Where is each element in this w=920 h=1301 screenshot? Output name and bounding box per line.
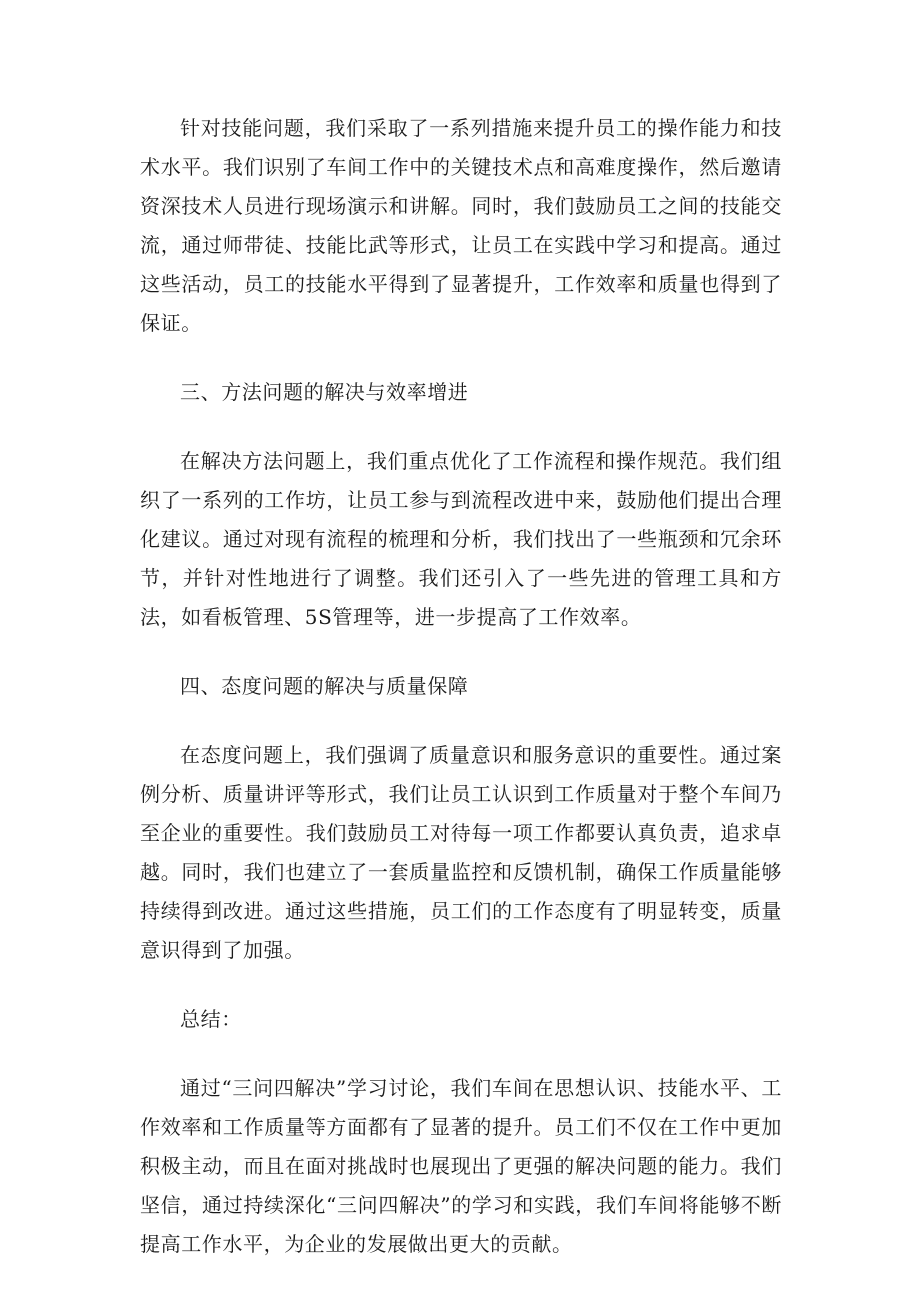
section-heading-attitude: 四、态度问题的解决与质量保障 [180, 674, 469, 698]
section-heading-methods: 三、方法问题的解决与效率增进 [180, 380, 469, 404]
paragraph-summary: 通过“三问四解决”学习讨论，我们车间在思想认识、技能水平、工作效率和工作质量等方面都有了显著的提升。员工们不仅在工作中更加积极主动，而且在面对挑战时也展现出了更强的解决问题的能力。我们坚信，通过持续深化“三问四解决”的学习和实践，我们车间将能够不断提高工作水平，为企业的发展做出更大的贡献。 [140, 1076, 782, 1256]
summary-heading: 总结： [180, 1007, 242, 1031]
paragraph-skill-measures: 针对技能问题，我们采取了一系列措施来提升员工的操作能力和技术水平。我们识别了车间工作中的关键技术点和高难度操作，然后邀请资深技术人员进行现场演示和讲解。同时，我们鼓励员工之间的技能交流，通过师带徒、技能比武等形式，让员工在实践中学习和提高。通过这些活动，员工的技能水平得到了显著提升，工作效率和质量也得到了保证。 [140, 116, 782, 335]
paragraph-method-measures: 在解决方法问题上，我们重点优化了工作流程和操作规范。我们组织了一系列的工作坊，让员工参与到流程改进中来，鼓励他们提出合理化建议。通过对现有流程的梳理和分析，我们找出了一些瓶颈和冗余环节，并针对性地进行了调整。我们还引入了一些先进的管理工具和方法，如看板管理、5S管理等，进一步提高了工作效率。 [140, 449, 782, 629]
paragraph-attitude-measures: 在态度问题上，我们强调了质量意识和服务意识的重要性。通过案例分析、质量讲评等形式，我们让员工认识到工作质量对于整个车间乃至企业的重要性。我们鼓励员工对待每一项工作都要认真负责，追求卓越。同时，我们也建立了一套质量监控和反馈机制，确保工作质量能够持续得到改进。通过这些措施，员工们的工作态度有了明显转变，质量意识得到了加强。 [140, 743, 782, 962]
